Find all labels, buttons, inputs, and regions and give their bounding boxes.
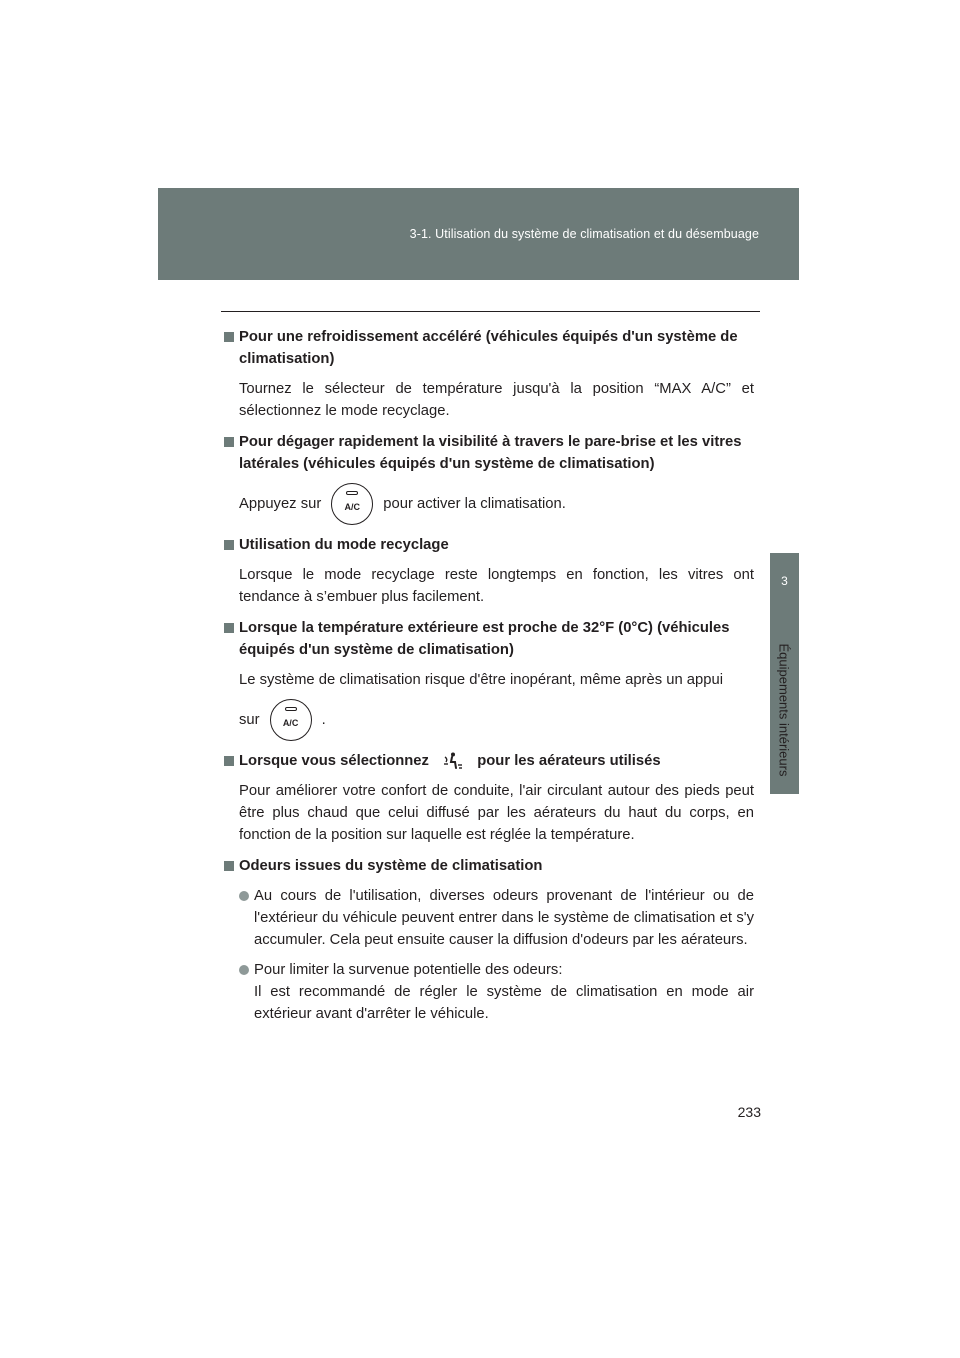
inline-text: sur	[239, 712, 260, 728]
square-bullet-icon	[224, 540, 234, 550]
inline-text: .	[321, 712, 326, 728]
ac-button-icon: A/C	[331, 483, 373, 525]
square-bullet-icon	[224, 332, 234, 342]
section-title: Odeurs issues du système de climatisation	[239, 858, 543, 874]
header-rule	[221, 311, 760, 312]
page-number: 233	[737, 1104, 761, 1120]
list-item: Au cours de l'utilisation, diverses odeurs provenant de l'intérieur ou de l'extérieur du véhicule peuvent entrer dans le système de climatisation et s'y accumuler. Cela peut ensuite causer la diffusion d'odeurs par les aérateurs.	[239, 885, 754, 951]
section-body: Lorsque le mode recyclage reste longtemps en fonction, les vitres ont tendance à s’embuer plus facilement.	[239, 567, 754, 605]
section-title-continued: pour les aérateurs utilisés	[477, 753, 661, 769]
section-title: Lorsque la température extérieure est proche de 32°F (0°C) (véhicules équipés d'un système de climatisation)	[239, 620, 730, 658]
page-content	[224, 326, 754, 1034]
section-title: Utilisation du mode recyclage	[239, 537, 449, 553]
section-body: Tournez le sélecteur de température jusqu'à la position “MAX A/C” et sélectionnez le mode recyclage.	[239, 381, 754, 419]
section-recirculation	[224, 534, 754, 608]
chapter-number: 3	[781, 574, 788, 588]
section-rapid-defog	[224, 431, 754, 525]
inline-text: pour activer la climatisation.	[383, 496, 566, 512]
square-bullet-icon	[224, 756, 234, 766]
section-body: Le système de climatisation risque d'être inopérant, même après un appui	[239, 672, 723, 688]
section-title: Pour dégager rapidement la visibilité à travers le pare-brise et les vitres latérales (véhicules équipés d'un système de climatisation)	[239, 434, 742, 472]
ac-button-icon: A/C	[270, 699, 312, 741]
square-bullet-icon	[224, 861, 234, 871]
round-bullet-icon	[239, 965, 249, 975]
square-bullet-icon	[224, 437, 234, 447]
chapter-title: 3-1. Utilisation du système de climatisation et du désembuage	[409, 227, 759, 241]
section-cold-temperature	[224, 617, 754, 741]
chapter-label: Équipements intérieurs	[776, 643, 792, 777]
section-title: Lorsque vous sélectionnez	[239, 753, 429, 769]
round-bullet-icon	[239, 891, 249, 901]
section-title: Pour une refroidissement accéléré (véhicules équipés d'un système de climatisation)	[239, 329, 738, 367]
list-item: Pour limiter la survenue potentielle des odeurs: Il est recommandé de régler le système de climatisation en mode air extérieur avant d'arrêter le véhicule.	[239, 959, 754, 1025]
feet-vent-icon	[443, 752, 463, 770]
section-rapid-cooling	[224, 326, 754, 422]
inline-text: Appuyez sur	[239, 496, 322, 512]
section-odors	[224, 855, 754, 1025]
square-bullet-icon	[224, 623, 234, 633]
chapter-header	[158, 188, 799, 280]
section-feet-vent	[224, 750, 754, 846]
section-body: Pour améliorer votre confort de conduite, l'air circulant autour des pieds peut être plus chaud que celui diffusé par les aérateurs du haut du corps, en fonction de la position sur laquelle est réglée la température.	[239, 783, 754, 843]
